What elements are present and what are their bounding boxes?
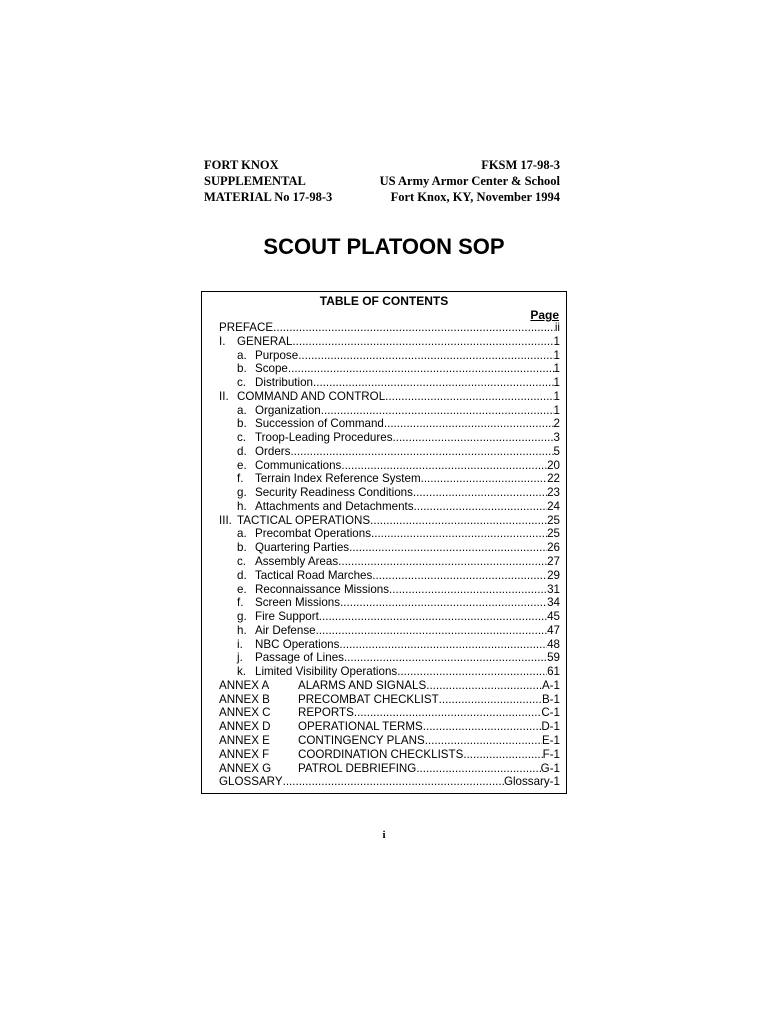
toc-entry-number: f. [237, 472, 244, 486]
toc-dot-leader [319, 610, 547, 624]
toc-dot-leader [423, 720, 542, 734]
toc-entry-page: 25 [547, 513, 560, 527]
toc-entry-page: 22 [547, 472, 560, 486]
toc-entry-label: Communications [255, 458, 342, 472]
toc-entry-number: b. [237, 362, 247, 376]
toc-entry-page: 45 [547, 610, 560, 624]
toc-heading: TABLE OF CONTENTS [319, 294, 449, 308]
toc-entry-number: a. [237, 348, 247, 362]
toc-entry-label: Attachments and Detachments [255, 499, 414, 513]
toc-entry-page: 5 [553, 444, 560, 458]
toc-entry-page: 59 [547, 651, 560, 665]
toc-dot-leader [371, 527, 547, 541]
toc-entry-number: II. [219, 389, 229, 403]
toc-entry [219, 404, 560, 418]
toc-entry [219, 665, 560, 679]
toc-entry-label: Passage of Lines [255, 651, 344, 665]
toc-entry-number: c. [237, 431, 247, 445]
toc-entry [219, 514, 560, 528]
toc-entry [219, 624, 560, 638]
toc-entry [219, 583, 560, 597]
toc-dot-leader [384, 417, 554, 431]
document-title: SCOUT PLATOON SOP [263, 234, 505, 259]
toc-entry-number: i. [237, 637, 243, 651]
toc-entry-label: Reconnaissance Missions [255, 582, 390, 596]
toc-entry-page: G-1 [540, 761, 560, 775]
toc-entry-label: PATROL DEBRIEFING [298, 761, 417, 775]
header-right-line: FKSM 17-98-3 [481, 158, 560, 172]
toc-entry-page: 1 [553, 376, 560, 390]
toc-dot-leader [397, 665, 547, 679]
toc-entry-label: NBC Operations [255, 637, 340, 651]
toc-entry-label: Orders [255, 444, 291, 458]
toc-entry-page: Glossary-1 [503, 775, 560, 789]
toc-entry-page: 1 [553, 348, 560, 362]
toc-entry-page: 26 [547, 541, 560, 555]
toc-entry-label: GENERAL [237, 334, 293, 348]
toc-entry [219, 472, 560, 486]
toc-dot-leader [421, 472, 547, 486]
toc-entry-page: 1 [553, 362, 560, 376]
toc-entry-number: h. [237, 499, 247, 513]
toc-dot-leader [292, 335, 553, 349]
toc-dot-leader [273, 321, 555, 335]
toc-entry-label: COMMAND AND CONTROL [237, 389, 386, 403]
toc-entry-page: 1 [553, 389, 560, 403]
toc-entry-page: 34 [547, 596, 560, 610]
toc-entry-number: d. [237, 444, 247, 458]
toc-entry-label: CONTINGENCY PLANS [298, 733, 425, 747]
toc-dot-leader [349, 541, 547, 555]
toc-entry-label: Quartering Parties [255, 541, 350, 555]
toc-entry [219, 734, 560, 748]
toc-entry-list [219, 321, 560, 789]
toc-entry-label: Fire Support [255, 610, 319, 624]
toc-entry [219, 459, 560, 473]
toc-entry-number: ANNEX D [219, 720, 271, 734]
toc-entry-label: Troop-Leading Procedures [255, 431, 393, 445]
toc-entry-page: 23 [547, 486, 560, 500]
toc-entry [219, 349, 560, 363]
toc-dot-leader [414, 500, 548, 514]
toc-entry-page: 3 [553, 431, 560, 445]
toc-entry-number: ANNEX G [219, 761, 272, 775]
toc-entry-number: ANNEX F [219, 747, 270, 761]
table-of-contents [201, 291, 567, 794]
toc-entry-page: 20 [547, 458, 560, 472]
toc-entry-label: TACTICAL OPERATIONS [237, 513, 371, 527]
toc-entry [219, 706, 560, 720]
toc-entry-label: Tactical Road Marches [255, 568, 373, 582]
toc-dot-leader [339, 638, 547, 652]
toc-entry-number: k. [237, 665, 247, 679]
toc-dot-leader [416, 762, 540, 776]
toc-entry-number: e. [237, 458, 247, 472]
toc-entry-page: E-1 [541, 733, 560, 747]
toc-entry [219, 376, 560, 390]
toc-entry-number: I. [219, 334, 226, 348]
toc-entry-number: g. [237, 610, 247, 624]
toc-entry-page: 24 [547, 499, 560, 513]
toc-dot-leader [338, 555, 547, 569]
toc-entry-page: 1 [553, 334, 560, 348]
toc-entry [219, 638, 560, 652]
toc-entry-page: B-1 [541, 692, 560, 706]
toc-entry-label: Succession of Command [255, 417, 384, 431]
toc-entry-number: c. [237, 555, 247, 569]
toc-entry [219, 445, 560, 459]
toc-entry [219, 610, 560, 624]
toc-entry-page: F-1 [542, 747, 560, 761]
toc-dot-leader [413, 486, 547, 500]
toc-entry-page: 29 [547, 568, 560, 582]
toc-entry-page: 25 [547, 527, 560, 541]
toc-dot-leader [354, 706, 541, 720]
toc-dot-leader [321, 404, 554, 418]
toc-entry-label: ALARMS AND SIGNALS [298, 678, 427, 692]
toc-entry-label: Scope [255, 362, 288, 376]
toc-dot-leader [340, 596, 547, 610]
toc-entry-page: C-1 [541, 706, 560, 720]
header-right-block [380, 157, 560, 205]
toc-dot-leader [426, 679, 542, 693]
toc-entry-label: Air Defense [255, 623, 316, 637]
toc-entry [219, 335, 560, 349]
toc-entry-label: GLOSSARY [219, 775, 283, 789]
header-right-line: US Army Armor Center & School [379, 174, 560, 188]
toc-entry-number: ANNEX C [219, 706, 271, 720]
toc-entry [219, 541, 560, 555]
toc-entry-label: Limited Visibility Operations [255, 665, 398, 679]
toc-entry-label: Purpose [255, 348, 299, 362]
toc-entry-number: a. [237, 403, 247, 417]
toc-entry-label: REPORTS [298, 706, 354, 720]
toc-entry [219, 431, 560, 445]
header-right-line: Fort Knox, KY, November 1994 [390, 190, 560, 204]
toc-entry [219, 569, 560, 583]
toc-entry [219, 500, 560, 514]
toc-dot-leader [372, 569, 547, 583]
toc-dot-leader [344, 651, 547, 665]
toc-entry-label: Assembly Areas [255, 555, 339, 569]
toc-entry-number: j. [237, 651, 243, 665]
toc-dot-leader [290, 445, 553, 459]
toc-dot-leader [463, 748, 542, 762]
toc-entry-number: d. [237, 568, 247, 582]
toc-entry [219, 555, 560, 569]
toc-dot-leader [283, 775, 504, 789]
toc-entry [219, 748, 560, 762]
toc-entry [219, 762, 560, 776]
toc-dot-leader [341, 459, 547, 473]
toc-entry-number: e. [237, 582, 247, 596]
toc-entry-page: 47 [547, 623, 560, 637]
toc-entry [219, 596, 560, 610]
toc-entry-page: 61 [547, 665, 560, 679]
toc-entry-page: A-1 [541, 678, 560, 692]
header-left-line: FORT KNOX [204, 158, 279, 172]
toc-entry [219, 527, 560, 541]
toc-dot-leader [316, 624, 548, 638]
toc-entry [219, 651, 560, 665]
toc-entry [219, 321, 560, 335]
toc-page-column-label: Page [530, 308, 559, 322]
toc-entry-number: ANNEX A [219, 678, 270, 692]
toc-entry-number: ANNEX E [219, 733, 270, 747]
toc-entry [219, 417, 560, 431]
toc-entry-number: g. [237, 486, 247, 500]
toc-entry-label: PRECOMBAT CHECKLIST [298, 692, 439, 706]
header-left-line: SUPPLEMENTAL [204, 174, 306, 188]
toc-dot-leader [298, 349, 553, 363]
toc-entry-page: 27 [547, 555, 560, 569]
toc-dot-leader [313, 376, 554, 390]
toc-entry-number: c. [237, 376, 247, 390]
toc-entry-label: Terrain Index Reference System [255, 472, 421, 486]
toc-entry-page: ii [554, 321, 560, 334]
toc-entry-label: Security Readiness Conditions [255, 486, 413, 500]
toc-dot-leader [393, 431, 554, 445]
toc-entry-label: Screen Missions [255, 596, 341, 610]
toc-entry-number: ANNEX B [219, 692, 270, 706]
toc-entry-label: Organization [255, 403, 321, 417]
toc-entry [219, 486, 560, 500]
toc-dot-leader [389, 583, 547, 597]
toc-entry-page: D-1 [541, 720, 560, 734]
toc-entry-number: III. [219, 513, 232, 527]
toc-dot-leader [370, 514, 547, 528]
page-number: i [382, 829, 386, 841]
toc-entry [219, 775, 560, 789]
toc-entry [219, 679, 560, 693]
toc-entry-number: a. [237, 527, 247, 541]
toc-dot-leader [385, 390, 553, 404]
toc-entry [219, 720, 560, 734]
toc-dot-leader [439, 693, 542, 707]
toc-entry-number: b. [237, 541, 247, 555]
header-left-block [204, 157, 332, 205]
toc-entry-page: 2 [553, 417, 560, 431]
toc-entry-label: OPERATIONAL TERMS [298, 720, 423, 734]
toc-entry-label: COORDINATION CHECKLISTS [298, 747, 464, 761]
toc-entry [219, 362, 560, 376]
toc-entry-number: h. [237, 623, 247, 637]
toc-entry-number: b. [237, 417, 247, 431]
toc-entry-label: PREFACE [219, 321, 274, 334]
toc-entry-label: Precombat Operations [255, 527, 371, 541]
header-left-line: MATERIAL No 17-98-3 [204, 190, 333, 204]
toc-dot-leader [288, 362, 554, 376]
toc-entry-number: f. [237, 596, 244, 610]
toc-entry-label: Distribution [255, 376, 313, 390]
toc-entry-page: 31 [547, 582, 560, 596]
toc-entry-page: 48 [547, 637, 560, 651]
toc-entry-page: 1 [553, 403, 560, 417]
toc-dot-leader [425, 734, 542, 748]
toc-entry [219, 693, 560, 707]
toc-entry [219, 390, 560, 404]
